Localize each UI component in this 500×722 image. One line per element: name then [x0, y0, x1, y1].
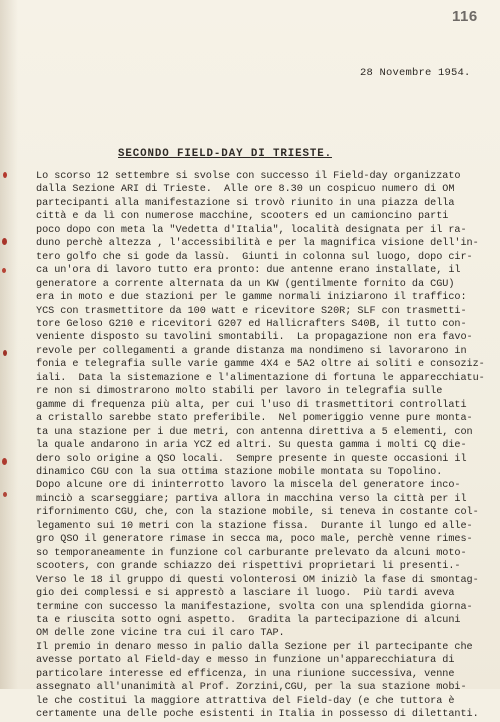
body-text	[36, 170, 496, 722]
text-line: Lo scorso 12 settembre si svolse con successo il Field-day organizzato	[36, 171, 461, 182]
text-line: OM delle zone vicine tra cui il caro TAP.	[36, 628, 285, 640]
text-line: assegnato all'unanimità al Prof. Zorzini,CGU, per la sua stazione mobi-	[36, 682, 467, 694]
text-line: Dopo alcune ore di ininterrotto lavoro la miscela del generatore inco-	[36, 480, 461, 492]
text-line: generatore a corrente alternata da un KW (gentilmente fornito da CGU)	[36, 278, 455, 290]
text-line: partecipanti alla manifestazione si trovò riunito in una piazza della	[36, 197, 455, 209]
text-line: minciò a scarseggiare; partiva allora in macchina verso la città per il	[36, 493, 467, 505]
text-line: ta una stazione per i due metri, con antenna direttiva a 5 elementi, con	[36, 426, 473, 438]
text-line: le che costitui la maggiore attrattiva del Field-day (e che tuttora è	[36, 695, 455, 707]
text-line: termine con successo la manifestazione, svolta con una splendida giorna-	[36, 601, 473, 613]
text-line: revole per collegamenti a grande distanza ma nondimeno si lavorarono in	[36, 345, 467, 357]
text-line: YCS con trasmettitore da 100 watt e ricevitore S20R; SLF con trasmetti-	[36, 305, 467, 317]
text-line: ta e riuscita sotto ogni aspetto. Gradita la partecipazione di alcuni	[36, 614, 461, 626]
text-line: iali. Data la sistemazione e l'alimentazione di fortuna le apparecchiatu-	[36, 372, 485, 384]
text-line: gamme di frequenza più alta, per cui l'uso di trasmettitori controllati	[36, 399, 467, 411]
text-line: gro QSO il generatore rimase in secca ma, poco male, perchè venne rimes-	[36, 534, 473, 546]
text-line: certamente una delle poche esistenti in Italia in possesso di dilettanti.	[36, 709, 479, 721]
page-edge-shadow	[0, 0, 18, 689]
text-line: tore Geloso G210 e ricevitori G207 ed Hallicrafters S40B, il tutto con-	[36, 318, 467, 330]
text-line: città e da lì con numerose macchine, scooters ed un camioncino parti	[36, 211, 449, 223]
text-line: gio dei complessi e si apprestò a lasciare il luogo. Più tardi aveva	[36, 588, 455, 600]
text-line: scooters, con grande schiazzo dei rispettivi proprietari li presenti.-	[36, 561, 461, 573]
text-line: fonia e telegrafia sulle varie gamme 4X4 e 5A2 oltre ai soliti e consoziz-	[36, 359, 485, 371]
text-line: re non si dimostrarono molto stabili per lavoro in telegrafia sulle	[36, 386, 443, 398]
letter-date: 28 Novembre 1954.	[360, 67, 471, 79]
text-line: a cristallo sarebbe stato preferibile. Nel pomeriggio venne pure monta-	[36, 413, 473, 425]
text-line: avesse portato al Field-day e messo in funzione un'apparecchiatura di	[36, 655, 455, 667]
text-line: Verso le 18 il gruppo di questi volonterosi OM iniziò la fase di smontag-	[36, 574, 479, 586]
text-line: la quale andarono in aria YCZ ed altri. Su questa gamma i molti CQ die-	[36, 440, 467, 452]
text-line: so temporaneamente in funzione col carburante prelevato da alcuni moto-	[36, 547, 467, 559]
page-number: 116	[452, 8, 478, 25]
text-line: dero solo origine a QSO locali. Sempre presente in queste occasioni il	[36, 453, 467, 465]
document-title: SECONDO FIELD-DAY DI TRIESTE.	[118, 148, 332, 160]
text-line: duno perchè altezza , l'accessibilità e per la magnifica visione dell'in-	[36, 238, 479, 250]
text-line: legamento sui 10 metri con la stazione fissa. Durante il lungo ed alle-	[36, 520, 473, 532]
text-line: veniente disposto su tavolini smontabili. La propagazione non era favo-	[36, 332, 473, 344]
text-line: tero golfo che si gode da lassù. Giunti in colonna sul luogo, dopo cir-	[36, 251, 473, 263]
text-line: ca un'ora di lavoro tutto era pronto: due antenne erano installate, il	[36, 265, 461, 277]
text-line: era in moto e due stazioni per le gamme normali iniziarono il traffico:	[36, 292, 467, 304]
text-line: Il premio in denaro messo in palio dalla Sezione per il partecipante che	[36, 641, 473, 653]
text-line: particolare interesse ed efficenza, in una riunione successiva, venne	[36, 668, 455, 680]
text-line: dalla Sezione ARI di Trieste. Alle ore 8.30 un cospicuo numero di OM	[36, 184, 455, 196]
text-line: poco dopo con meta la "Vedetta d'Italia", località designata per il ra-	[36, 224, 467, 236]
text-line: dinamico CGU con la sua ottima stazione mobile montata su Topolino.	[36, 466, 443, 478]
text-line: rifornimento CGU, che, con la stazione mobile, si teneva in costante col-	[36, 507, 479, 519]
